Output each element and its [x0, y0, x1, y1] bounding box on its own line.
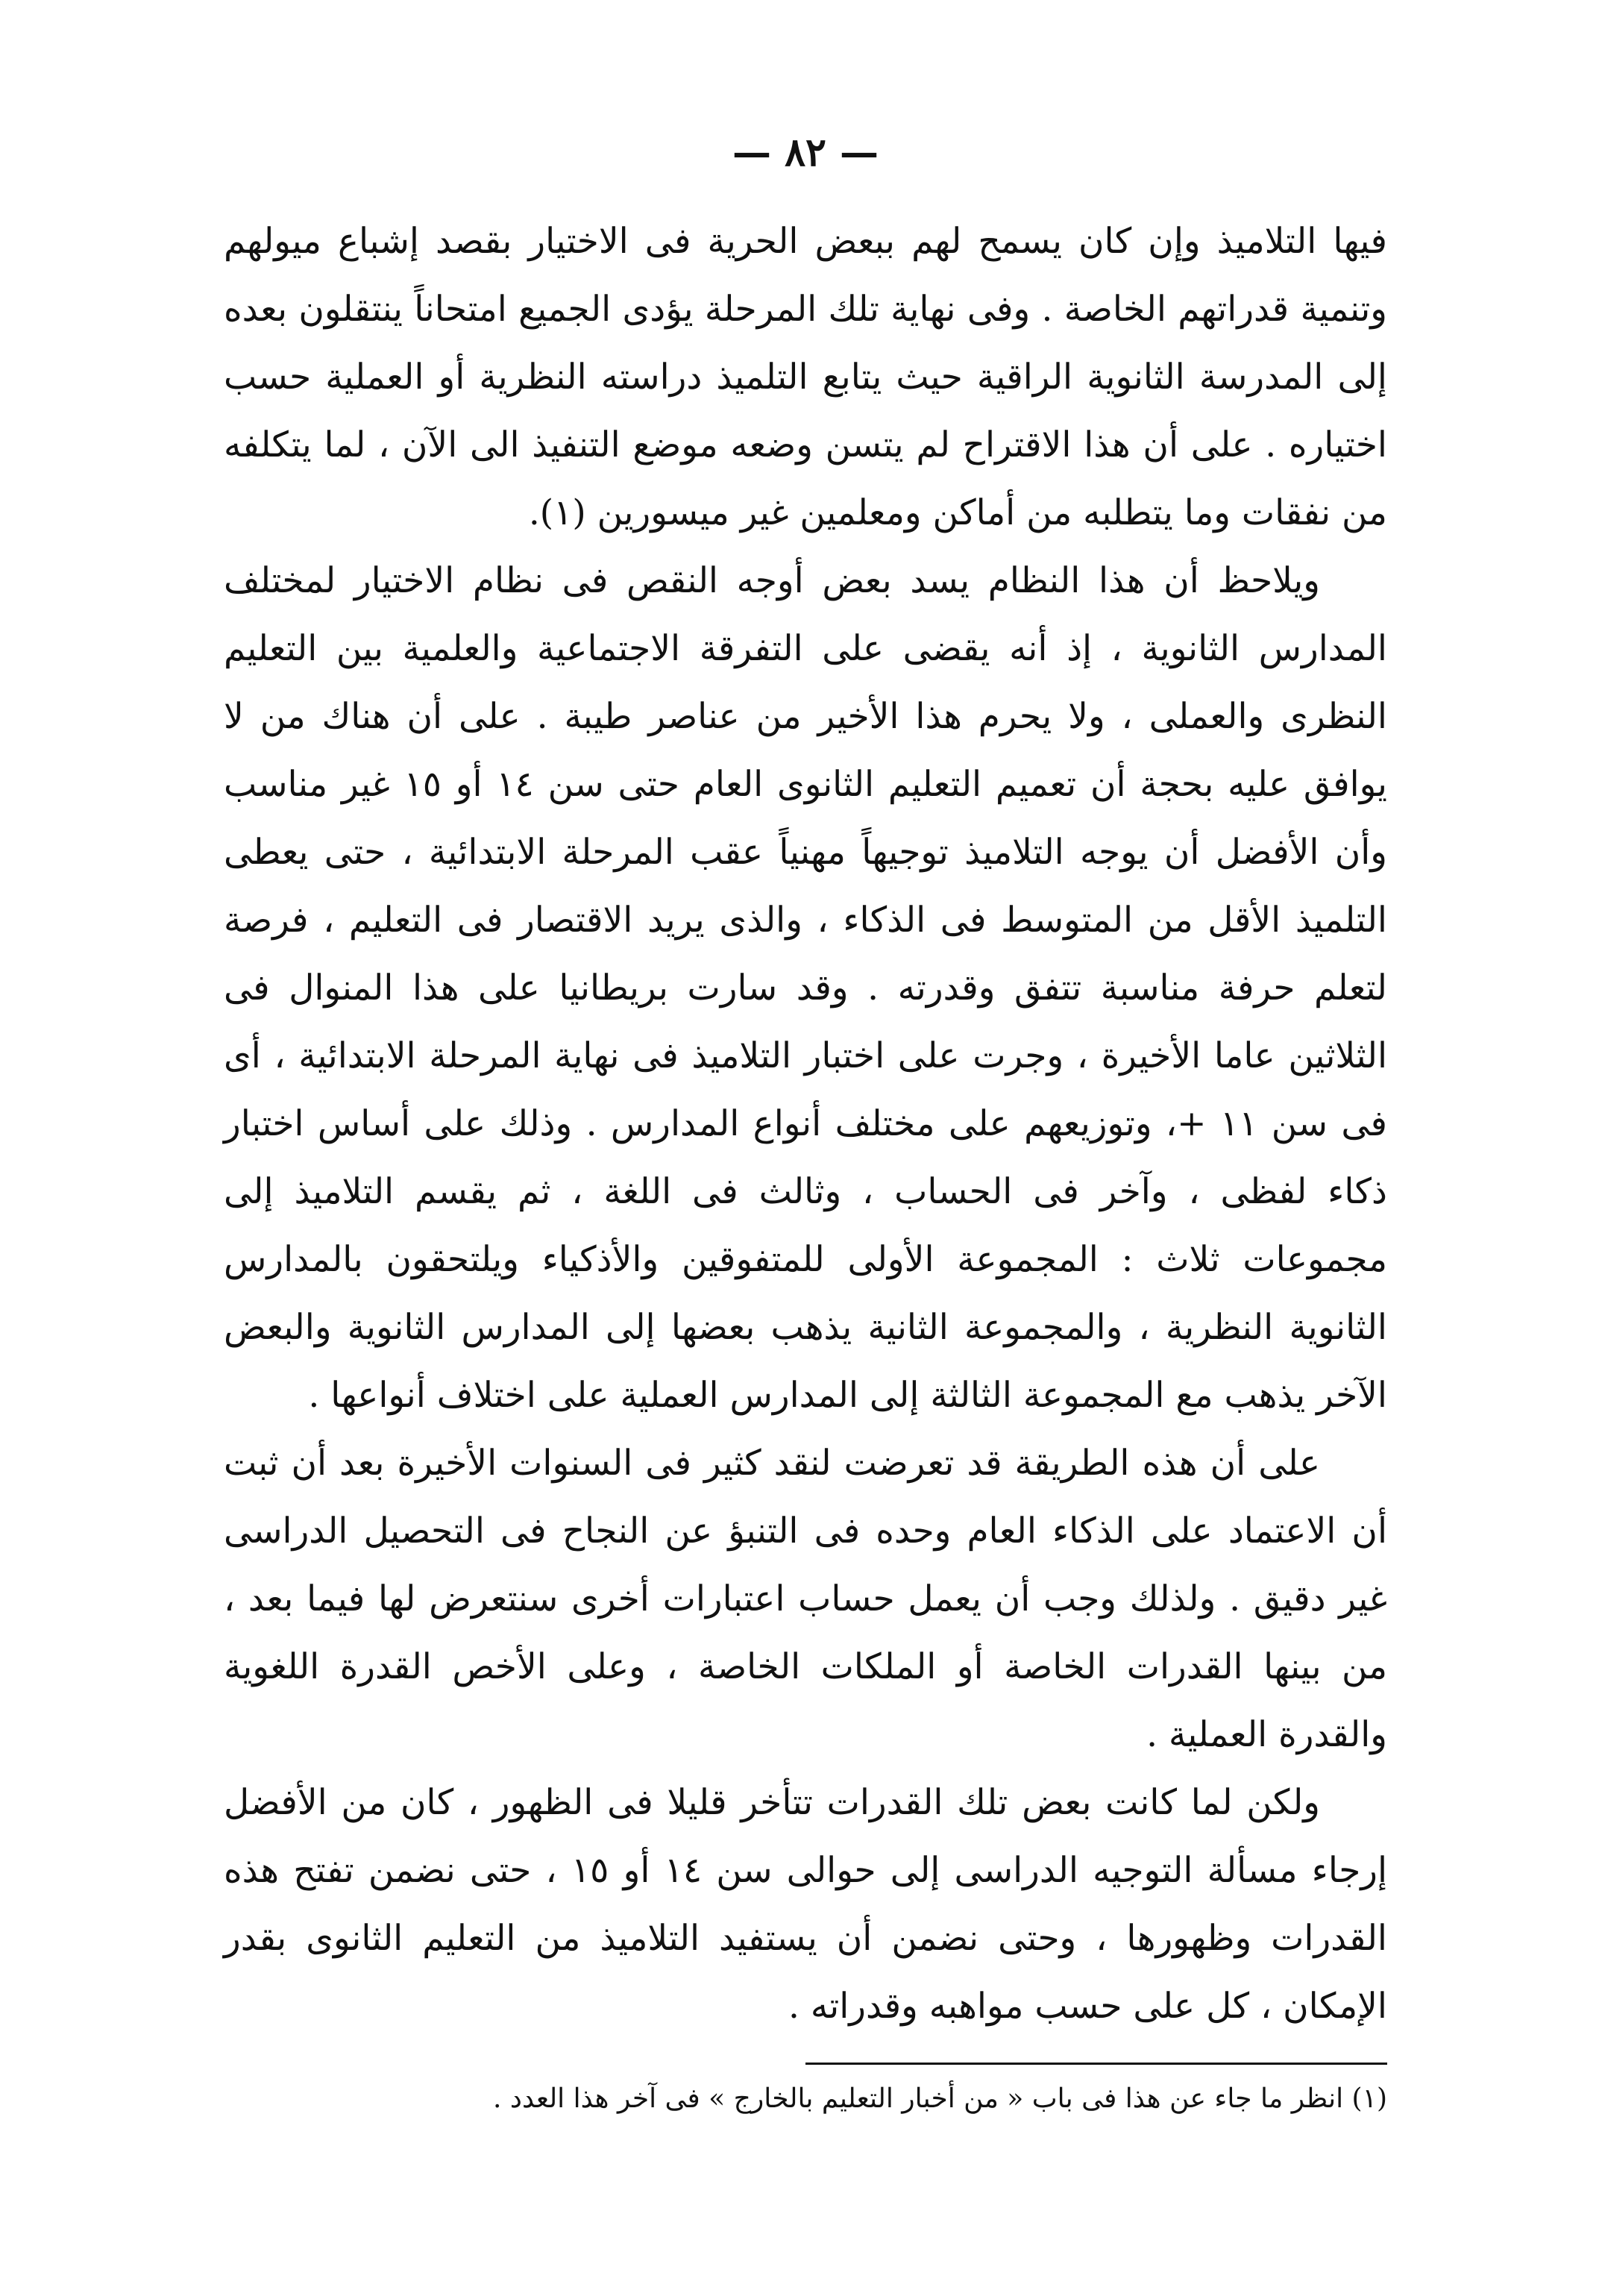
page-number: — ٨٢ — — [732, 130, 879, 175]
book-page — [224, 127, 1387, 2230]
paragraph-4: ولكن لما كانت بعض تلك القدرات تتأخر قليلا فى الظهور ، كان من الأفضل إرجاء مسألة التوجيه الدراسى إلى حوالى سن ١٤ أو ١٥ ، حتى نضمن تفتح هذه القدرات وظهورها ، وحتى نضمن أن يستفيد التلاميذ من التعليم الثانوى بقدر الإمكان ، كل على حسب مواهبه وقدراته . — [224, 1782, 1387, 2027]
paragraph-2: ويلاحظ أن هذا النظام يسد بعض أوجه النقص فى نظام الاختيار لمختلف المدارس الثانوية ، إذ أنه يقضى على التفرقة الاجتماعية والعلمية بين التعليم النظرى والعملى ، ولا يحرم هذا الأخير من عناصر طيبة . على أن هناك من لا يوافق عليه بحجة أن تعميم التعليم الثانوى العام حتى سن ١٤ أو ١٥ غير مناسب وأن الأفضل أن يوجه التلاميذ توجيهاً مهنياً عقب المرحلة الابتدائية ، حتى يعطى التلميذ الأقل من المتوسط فى الذكاء ، والذى يريد الاقتصار فى التعليم ، فرصة لتعلم حرفة مناسبة تتفق وقدرته . وقد سارت بريطانيا على هذا المنوال فى الثلاثين عاما الأخيرة ، وجرت على اختبار التلاميذ فى نهاية المرحلة الابتدائية ، أى فى سن ١١ +، وتوزيعهم على مختلف أنواع المدارس . وذلك على أساس اختبار ذكاء لفظى ، وآخر فى الحساب ، وثالث فى اللغة ، ثم يقسم التلاميذ إلى مجموعات ثلاث : المجموعة الأولى للمتفوقين والأذكياء ويلتحقون بالمدارس الثانوية النظرية ، والمجموعة الثانية يذهب بعضها إلى المدارس الثانوية والبعض الآخر يذهب مع المجموعة الثالثة إلى المدارس العملية على اختلاف أنواعها . — [224, 560, 1387, 1416]
body-text — [224, 207, 1387, 2040]
footnote-divider — [805, 2063, 1387, 2065]
footnote: (١) انظر ما جاء عن هذا فى باب « من أخبار التعليم بالخارج » فى آخر هذا العدد . — [493, 2083, 1387, 2114]
paragraph-3: على أن هذه الطريقة قد تعرضت لنقد كثير فى السنوات الأخيرة بعد أن ثبت أن الاعتماد على الذكاء العام وحده فى التنبؤ عن النجاح فى التحصيل الدراسى غير دقيق . ولذلك وجب أن يعمل حساب اعتبارات أخرى سنتعرض لها فيما بعد ، من بينها القدرات الخاصة أو الملكات الخاصة ، وعلى الأخص القدرة اللغوية والقدرة العملية . — [224, 1443, 1387, 1755]
paragraph-1: فيها التلاميذ وإن كان يسمح لهم ببعض الحرية فى الاختيار بقصد إشباع ميولهم وتنمية قدراتهم الخاصة . وفى نهاية تلك المرحلة يؤدى الجميع امتحاناً ينتقلون بعده إلى المدرسة الثانوية الراقية حيث يتابع التلميذ دراسته النظرية أو العملية حسب اختياره . على أن هذا الاقتراح لم يتسن وضعه موضع التنفيذ الى الآن ، لما يتكلفه من نفقات وما يتطلبه من أماكن ومعلمين غير ميسورين (١). — [224, 221, 1387, 533]
